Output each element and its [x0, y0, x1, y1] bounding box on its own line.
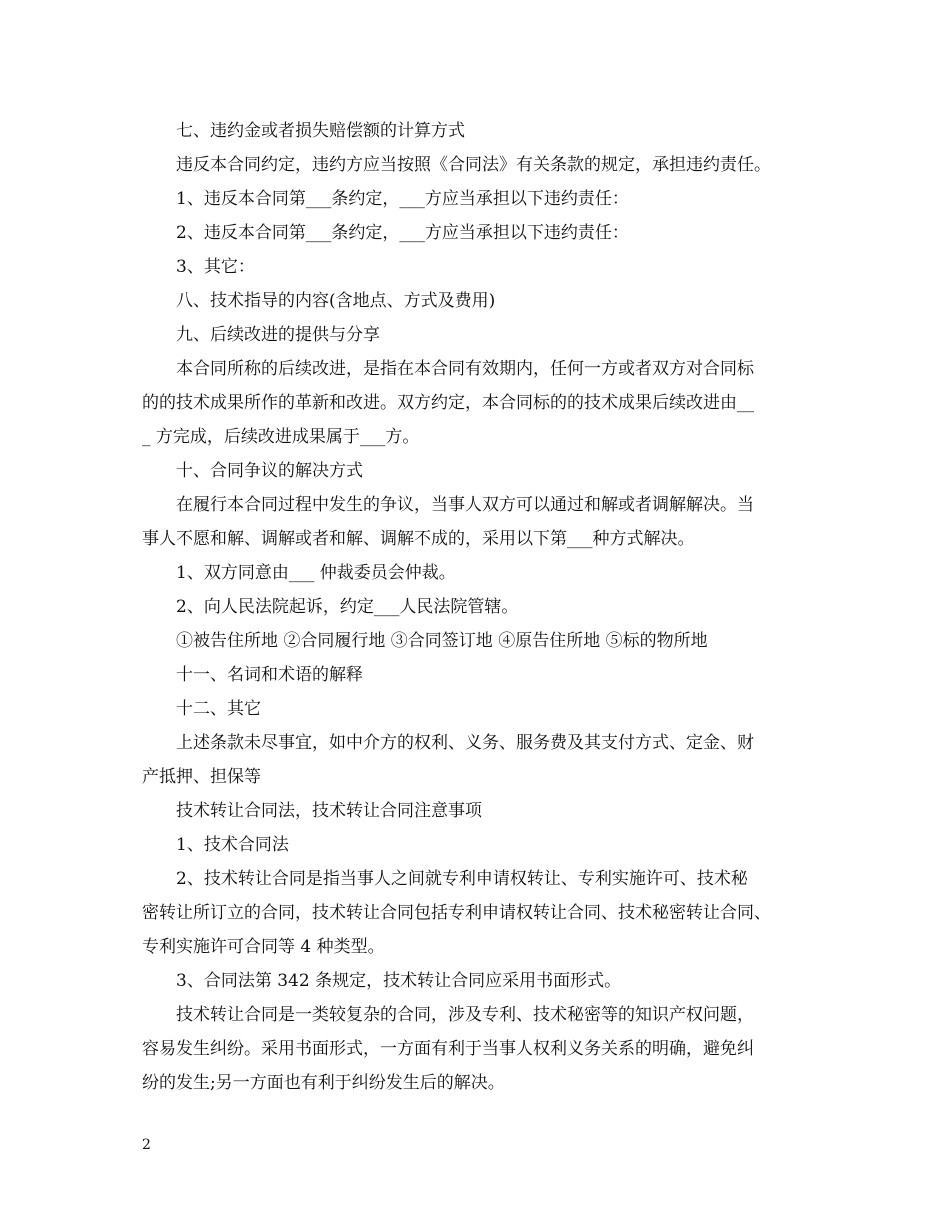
text-line: 3、合同法第 342 条规定，技术转让合同应采用书面形式。 — [176, 971, 622, 991]
text-line: 在履行本合同过程中发生的争议，当事人双方可以通过和解或者调解解决。当 — [176, 495, 754, 515]
text-line: 七、违约金或者损失赔偿额的计算方式 — [176, 121, 465, 141]
text-line: 的的技术成果所作的革新和改进。双方约定，本合同标的的技术成果后续改进由__ — [142, 393, 754, 413]
text-line: 1、技术合同法 — [176, 835, 289, 855]
text-line: 上述条款未尽事宜，如中介方的权利、义务、服务费及其支付方式、定金、财 — [176, 733, 754, 753]
text-line: 本合同所称的后续改进，是指在本合同有效期内，任何一方或者双方对合同标 — [176, 359, 754, 379]
document-body — [142, 114, 822, 1100]
text-line: 容易发生纠纷。采用书面形式，一方面有利于当事人权利义务关系的明确，避免纠 — [142, 1039, 754, 1059]
text-line: 密转让所订立的合同，技术转让合同包括专利申请权转让合同、技术秘密转让合同、 — [142, 903, 771, 923]
text-line: 纷的发生;另一方面也有利于纠纷发生后的解决。 — [142, 1073, 505, 1093]
page-number: 2 — [142, 1137, 151, 1153]
text-line: 技术转让合同是一类较复杂的合同，涉及专利、技术秘密等的知识产权问题， — [176, 1005, 754, 1025]
text-line: 技术转让合同法，技术转让合同注意事项 — [176, 801, 482, 821]
text-line: 专利实施许可合同等 4 种类型。 — [142, 937, 385, 957]
text-line: 3、其它： — [176, 257, 255, 277]
text-line: 九、后续改进的提供与分享 — [176, 325, 380, 345]
text-line: 产抵押、担保等 — [142, 767, 261, 787]
text-line: 违反本合同约定，违约方应当按照《合同法》有关条款的规定，承担违约责任。 — [176, 155, 771, 175]
text-line: 十二、其它 — [176, 699, 261, 719]
text-line: 1、违反本合同第___条约定，___方应当承担以下违约责任： — [176, 189, 629, 209]
text-line: 1、双方同意由___ 仲裁委员会仲裁。 — [176, 563, 456, 583]
text-line: 八、技术指导的内容(含地点、方式及费用) — [176, 291, 496, 311]
text-line: 事人不愿和解、调解或者和解、调解不成的，采用以下第___种方式解决。 — [142, 529, 695, 549]
text-line: _ 方完成，后续改进成果属于___方。 — [142, 427, 420, 447]
text-line: ①被告住所地 ②合同履行地 ③合同签订地 ④原告住所地 ⑤标的物所地 — [176, 631, 708, 651]
text-line: 2、技术转让合同是指当事人之间就专利申请权转让、专利实施许可、技术秘 — [176, 869, 748, 889]
text-line: 2、向人民法院起诉，约定___人民法院管辖。 — [176, 597, 519, 617]
text-line: 2、违反本合同第___条约定，___方应当承担以下违约责任： — [176, 223, 629, 243]
text-line: 十、合同争议的解决方式 — [176, 461, 363, 481]
text-line: 十一、名词和术语的解释 — [176, 665, 363, 685]
